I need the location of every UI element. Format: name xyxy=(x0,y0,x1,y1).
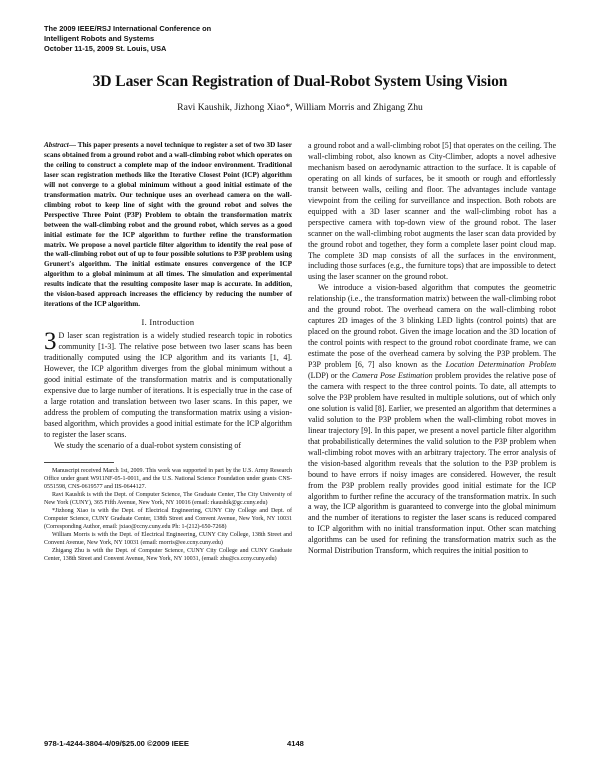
right-paragraph-2-part-c: problem provides the relative pose of the camera with respect to the three control points. To date, all attempts to solve the P3P problem have resulted in multiple solutions, out of which only one solution is valid [8]. Earlier, we presented an algorithm that determines a valid solution to the P3P problem when the wall-climbing robot moves in linear trajectory [9]. In this paper, we present a novel particle filter algorithm that probabilistically determines the valid solution to the P3P problem when wall-climbing robot moves with an arbitrary trajectory. The error analysis of the vision-based algorithm reveals that the solution to the P3P problem is bound to have errors if noisy images are considered. However, the result from the P3P problem really provides good initial estimate for the ICP algorithm to further refine the accuracy of the transformation matrix. In such a way, the ICP algorithm is guaranteed to converge into the global minimum and the number of iterations to register the laser scans is reduced compared to ICP algorithm with no initial transformation input. Other scan matching algorithms can be used for refining the transformation matrix such as the Normal Distribution Transform, which requires the initial position to xyxy=(308,371,557,556)
term-camera-pose-estimation: Camera Pose Estimation xyxy=(351,371,433,381)
paper-title: 3D Laser Scan Registration of Dual-Robot System Using Vision xyxy=(92,73,508,90)
conference-header xyxy=(44,24,304,53)
page-number: 4148 xyxy=(287,739,304,748)
footnote-manuscript: Manuscript received March 1st, 2009. This work was supported in part by the U.S. Army Research Office under grant W911NF-05-1-0011, and the U.S. National Science Foundation under grants CNS-0551598, CNS-0619577 and IIS-0644127. xyxy=(44,467,292,490)
footnote-author-kaushik: Ravi Kaushik is with the Dept. of Computer Science, The Graduate Center, The City University of New York (CUNY), 365 Fifth Avenue, New York, NY 10016 (email: rkaushik@gc.cuny.edu) xyxy=(44,491,292,506)
conference-line-1: The 2009 IEEE/RSJ International Conference on xyxy=(44,24,212,33)
left-column xyxy=(44,141,292,563)
conference-line-2: Intelligent Robots and Systems xyxy=(44,33,155,43)
right-paragraph-1: a ground robot and a wall-climbing robot [5] that operates on the ceiling. The wall-climbing robot, also known as City-Climber, adopts a novel adhesive mechanism based on aerodynamic attraction to the surface. It is capable of operating on all kinds of surfaces, be it smooth or rough and effortlessly transit between walls, ceiling and floor. The advantages include vantage viewpoint from the ceiling for surveillance and inspection. Both robots are equipped with a 3D laser scanner and the wall-climbing robot has a perspective camera with top-down view of the ground robot. The laser scanner on the wall-climbing robot augments the laser scan data provided by the ground robot and together, they form a complete laser point cloud map. The complete 3D map consists of all the surfaces in the environment, including those surfaces (e.g., the furniture tops) that are impossible to detect using the laser scanner on the ground robot. xyxy=(308,141,556,282)
conference-line-3: October 11-15, 2009 St. Louis, USA xyxy=(44,43,167,53)
intro-paragraph-2: We study the scenario of a dual-robot system consisting of xyxy=(54,440,242,450)
right-paragraph-2-part-b: (LDP) or the xyxy=(308,371,352,381)
intro-paragraph-1 xyxy=(44,328,292,441)
footnote-author-zhu: Zhigang Zhu is with the Dept. of Computer Science, CUNY City College and CUNY Graduate Center, 138th Street and Convent Avenue, New York, NY 10031, (email: zhu@cs.ccny.cuny.edu) xyxy=(44,548,292,563)
intro-paragraph-1-text: D laser scan registration is a widely studied research topic in robotics community [1-3]. The relative pose between two laser scans has been traditionally computed using the ICP algorithm and its variants [1, 4]. However, the ICP algorithm diverges from the global minimum without a good initial estimate of the transformation matrix and is computationally expensive due to large number of iterations. It is especially true in the case of a large rotation and translation between two laser scans. In this paper, we address the problem of computing the transformation matrix using a vision-based algorithm, which provides a good initial estimate for the ICP algorithm to register the laser scans. xyxy=(44,331,292,439)
footnote-separator xyxy=(44,462,114,463)
right-column xyxy=(308,141,556,557)
drop-cap: 3 xyxy=(44,328,57,356)
abstract-text: — This paper presents a novel technique to register a set of two 3D laser scans obtained from a ground robot and a wall-climbing robot which operates on the ceiling to construct a complete map of the indoor environment. Traditional laser scan registration methods like the Iterative Closest Point (ICP) algorithm will not converge to a global minimum without a good initial estimate of the transformation matrix. Our technique uses an overhead camera on the wall-climbing robot to keep line of sight with the ground robot and solves the Perspective Three Point (P3P) Problem to obtain the transformation matrix between the wall-climbing robot and the ground robot, which serves as a good initial estimate for the ICP algorithm to further refine the transformation matrix. We propose a novel particle filter algorithm to identify the real pose of the wall-climbing robot out of up to four possible solutions to P3P problem using Grunert's algorithm. The initial estimate ensures convergence of the ICP algorithm to a global minimum at all times. The simulation and experimental results indicate that the resulting composite laser map is accurate. In addition, the vision-based approach increases the efficiency by reducing the number of iterations of the ICP algorithm. xyxy=(44,141,292,309)
abstract xyxy=(44,141,292,310)
term-location-determination-problem: Location Determination Problem xyxy=(445,360,557,370)
footer-isbn: 978-1-4244-3804-4/09/$25.00 ©2009 IEEE xyxy=(44,739,189,748)
paper-authors: Ravi Kaushik, Jizhong Xiao*, William Morris and Zhigang Zhu xyxy=(177,102,423,113)
footnote-author-xiao: *Jizhong Xiao is with the Dept. of Electrical Engineering, CUNY City College and Dept. of Computer Science, CUNY Graduate Center, 138th Street and Convent Avenue, New York, NY 10031 (Corresponding Author, email: jxiao@ccny.cuny.edu Ph: 1-(212)-650-7268) xyxy=(44,507,292,531)
right-paragraph-2 xyxy=(308,283,556,557)
section-heading-introduction: I. Introduction xyxy=(141,318,195,328)
footnote-author-morris: William Morris is with the Dept. of Electrical Engineering, CUNY City College, 138th Street and Convent Avenue, New York, NY 10031 (email: morris@ee.ccny.cuny.edu) xyxy=(44,532,292,547)
right-paragraph-2-part-a: We introduce a vision-based algorithm that computes the geometric relationship (i.e., the transformation matrix) between the wall-climbing robot and the ground robot. The overhead camera on the wall-climbing robot captures 2D images of the 3 blinking LED lights (control points) that are placed on the ground robot. Given the image location and the 3D location of the control points with respect to the ground robot coordinate frame, we can estimate the pose of the overhead camera by solving the P3P problem. The P3P problem [6, 7] also known as the xyxy=(308,283,556,370)
abstract-lead: Abstract xyxy=(44,141,69,149)
